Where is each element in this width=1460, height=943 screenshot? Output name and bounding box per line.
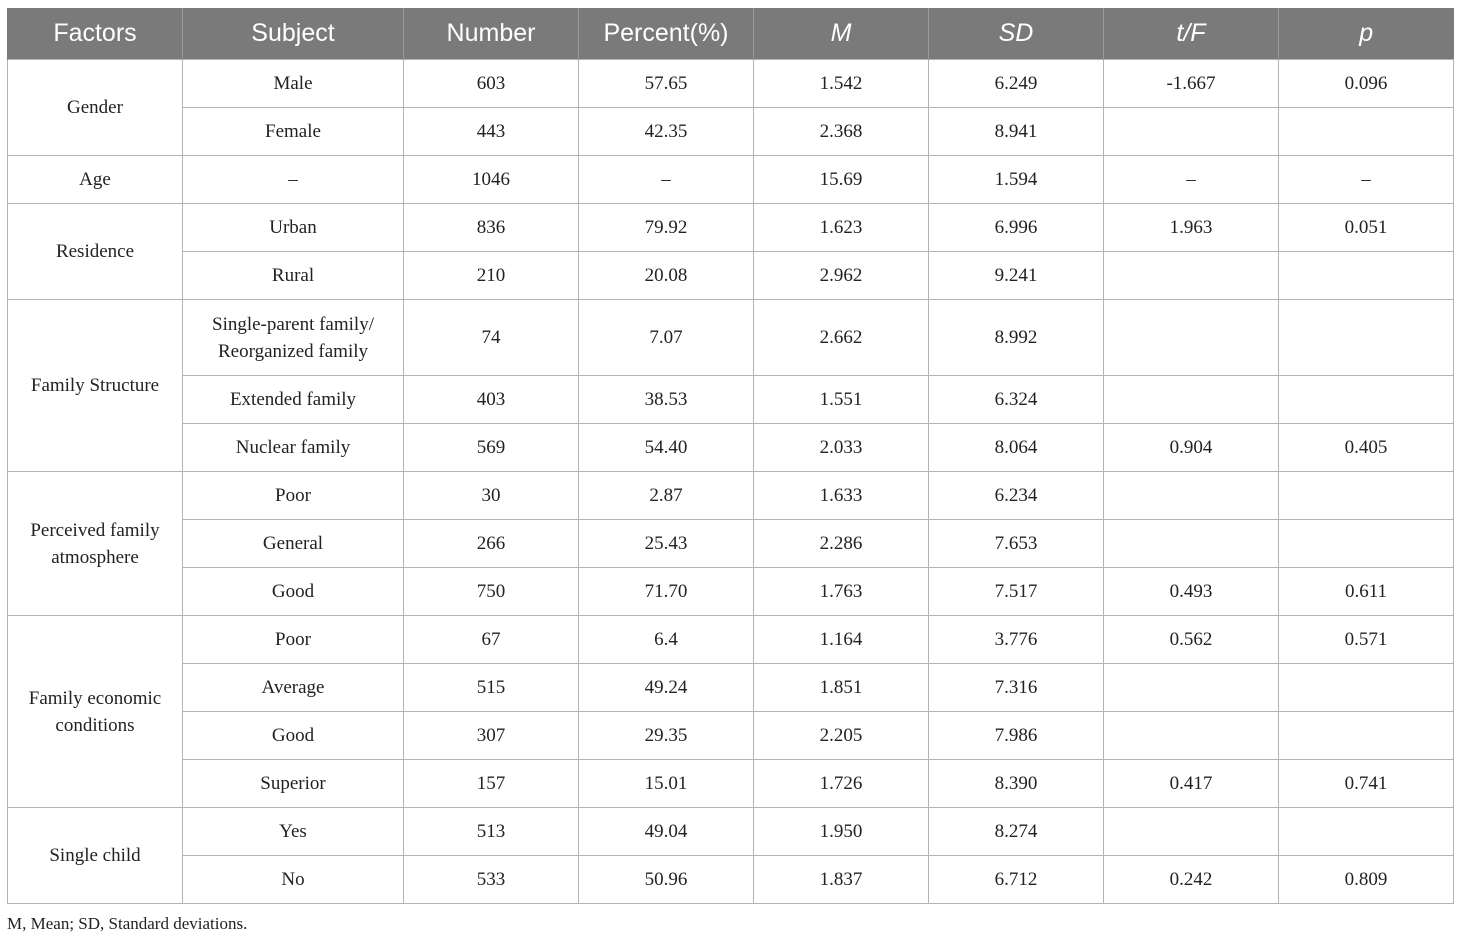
header-percent: Percent(%) bbox=[579, 8, 754, 60]
mean-cell: 1.851 bbox=[754, 664, 929, 712]
factor-cell: Age bbox=[8, 156, 183, 204]
sd-cell: 6.249 bbox=[929, 60, 1104, 108]
percent-cell: 42.35 bbox=[579, 108, 754, 156]
header-tf: t/F bbox=[1104, 8, 1279, 60]
percent-cell: 2.87 bbox=[579, 472, 754, 520]
table-row bbox=[8, 376, 1454, 424]
subject-cell: No bbox=[183, 856, 404, 904]
percent-cell: 50.96 bbox=[579, 856, 754, 904]
sd-cell: 8.941 bbox=[929, 108, 1104, 156]
number-cell: 750 bbox=[404, 568, 579, 616]
subject-cell: Nuclear family bbox=[183, 424, 404, 472]
mean-cell: 1.726 bbox=[754, 760, 929, 808]
p-cell: 0.611 bbox=[1279, 568, 1454, 616]
table-row bbox=[8, 204, 1454, 252]
subject-cell: Good bbox=[183, 568, 404, 616]
p-cell: 0.741 bbox=[1279, 760, 1454, 808]
sd-cell: 1.594 bbox=[929, 156, 1104, 204]
percent-cell: 29.35 bbox=[579, 712, 754, 760]
sd-cell: 8.064 bbox=[929, 424, 1104, 472]
percent-cell: 38.53 bbox=[579, 376, 754, 424]
statistics-table bbox=[7, 8, 1454, 904]
tf-cell bbox=[1104, 712, 1279, 760]
number-cell: 67 bbox=[404, 616, 579, 664]
tf-cell bbox=[1104, 108, 1279, 156]
tf-cell: 0.562 bbox=[1104, 616, 1279, 664]
sd-cell: 3.776 bbox=[929, 616, 1104, 664]
subject-cell: Yes bbox=[183, 808, 404, 856]
percent-cell: 54.40 bbox=[579, 424, 754, 472]
number-cell: 307 bbox=[404, 712, 579, 760]
header-subject: Subject bbox=[183, 8, 404, 60]
sd-cell: 7.517 bbox=[929, 568, 1104, 616]
number-cell: 403 bbox=[404, 376, 579, 424]
percent-cell: 71.70 bbox=[579, 568, 754, 616]
number-cell: 515 bbox=[404, 664, 579, 712]
subject-cell: Extended family bbox=[183, 376, 404, 424]
subject-cell: General bbox=[183, 520, 404, 568]
table-row bbox=[8, 472, 1454, 520]
subject-cell: Good bbox=[183, 712, 404, 760]
table-row bbox=[8, 616, 1454, 664]
table-row bbox=[8, 520, 1454, 568]
table-row bbox=[8, 808, 1454, 856]
number-cell: 513 bbox=[404, 808, 579, 856]
tf-cell: 0.493 bbox=[1104, 568, 1279, 616]
tf-cell: 0.417 bbox=[1104, 760, 1279, 808]
subject-cell: Poor bbox=[183, 472, 404, 520]
table-row bbox=[8, 664, 1454, 712]
tf-cell bbox=[1104, 472, 1279, 520]
factor-cell: Family economic conditions bbox=[8, 616, 183, 808]
subject-cell: Urban bbox=[183, 204, 404, 252]
p-cell: 0.051 bbox=[1279, 204, 1454, 252]
table-row bbox=[8, 424, 1454, 472]
sd-cell: 9.241 bbox=[929, 252, 1104, 300]
number-cell: 210 bbox=[404, 252, 579, 300]
mean-cell: 2.033 bbox=[754, 424, 929, 472]
table-row bbox=[8, 856, 1454, 904]
mean-cell: 15.69 bbox=[754, 156, 929, 204]
number-cell: 443 bbox=[404, 108, 579, 156]
subject-cell: Female bbox=[183, 108, 404, 156]
factor-cell: Perceived family atmosphere bbox=[8, 472, 183, 616]
p-cell bbox=[1279, 376, 1454, 424]
p-cell bbox=[1279, 808, 1454, 856]
subject-cell: Male bbox=[183, 60, 404, 108]
sd-cell: 6.324 bbox=[929, 376, 1104, 424]
mean-cell: 1.623 bbox=[754, 204, 929, 252]
mean-cell: 2.662 bbox=[754, 300, 929, 376]
table-row bbox=[8, 108, 1454, 156]
subject-cell: Rural bbox=[183, 252, 404, 300]
tf-cell bbox=[1104, 520, 1279, 568]
mean-cell: 2.205 bbox=[754, 712, 929, 760]
header-factors: Factors bbox=[8, 8, 183, 60]
header-mean: M bbox=[754, 8, 929, 60]
percent-cell: 79.92 bbox=[579, 204, 754, 252]
header-p: p bbox=[1279, 8, 1454, 60]
p-cell bbox=[1279, 252, 1454, 300]
number-cell: 74 bbox=[404, 300, 579, 376]
sd-cell: 7.986 bbox=[929, 712, 1104, 760]
header-sd: SD bbox=[929, 8, 1104, 60]
table-row bbox=[8, 300, 1454, 376]
p-cell bbox=[1279, 664, 1454, 712]
percent-cell: 15.01 bbox=[579, 760, 754, 808]
tf-cell: 1.963 bbox=[1104, 204, 1279, 252]
percent-cell: 20.08 bbox=[579, 252, 754, 300]
p-cell: 0.405 bbox=[1279, 424, 1454, 472]
number-cell: 1046 bbox=[404, 156, 579, 204]
percent-cell: 49.04 bbox=[579, 808, 754, 856]
subject-cell: Poor bbox=[183, 616, 404, 664]
tf-cell: – bbox=[1104, 156, 1279, 204]
table-row bbox=[8, 712, 1454, 760]
sd-cell: 7.653 bbox=[929, 520, 1104, 568]
mean-cell: 1.542 bbox=[754, 60, 929, 108]
factor-cell: Single child bbox=[8, 808, 183, 904]
tf-cell: 0.904 bbox=[1104, 424, 1279, 472]
mean-cell: 1.950 bbox=[754, 808, 929, 856]
header-row bbox=[8, 8, 1454, 60]
mean-cell: 1.633 bbox=[754, 472, 929, 520]
number-cell: 603 bbox=[404, 60, 579, 108]
mean-cell: 1.763 bbox=[754, 568, 929, 616]
p-cell bbox=[1279, 520, 1454, 568]
number-cell: 533 bbox=[404, 856, 579, 904]
table-row bbox=[8, 568, 1454, 616]
tf-cell: 0.242 bbox=[1104, 856, 1279, 904]
tf-cell: -1.667 bbox=[1104, 60, 1279, 108]
mean-cell: 1.164 bbox=[754, 616, 929, 664]
sd-cell: 7.316 bbox=[929, 664, 1104, 712]
mean-cell: 1.551 bbox=[754, 376, 929, 424]
header-number: Number bbox=[404, 8, 579, 60]
sd-cell: 6.712 bbox=[929, 856, 1104, 904]
table-row bbox=[8, 252, 1454, 300]
p-cell: 0.809 bbox=[1279, 856, 1454, 904]
p-cell: 0.571 bbox=[1279, 616, 1454, 664]
p-cell: 0.096 bbox=[1279, 60, 1454, 108]
percent-cell: 57.65 bbox=[579, 60, 754, 108]
sd-cell: 6.234 bbox=[929, 472, 1104, 520]
tf-cell bbox=[1104, 808, 1279, 856]
table-footnote: M, Mean; SD, Standard deviations. bbox=[7, 914, 248, 933]
sd-cell: 8.992 bbox=[929, 300, 1104, 376]
mean-cell: 2.286 bbox=[754, 520, 929, 568]
subject-cell: – bbox=[183, 156, 404, 204]
factor-cell: Gender bbox=[8, 60, 183, 156]
number-cell: 30 bbox=[404, 472, 579, 520]
number-cell: 569 bbox=[404, 424, 579, 472]
mean-cell: 2.962 bbox=[754, 252, 929, 300]
percent-cell: 25.43 bbox=[579, 520, 754, 568]
number-cell: 836 bbox=[404, 204, 579, 252]
p-cell bbox=[1279, 472, 1454, 520]
p-cell bbox=[1279, 712, 1454, 760]
percent-cell: 7.07 bbox=[579, 300, 754, 376]
subject-cell: Single-parent family/ Reorganized family bbox=[183, 300, 404, 376]
sd-cell: 8.390 bbox=[929, 760, 1104, 808]
p-cell bbox=[1279, 300, 1454, 376]
tf-cell bbox=[1104, 664, 1279, 712]
number-cell: 157 bbox=[404, 760, 579, 808]
table-row bbox=[8, 156, 1454, 204]
p-cell: – bbox=[1279, 156, 1454, 204]
tf-cell bbox=[1104, 376, 1279, 424]
table-row bbox=[8, 760, 1454, 808]
percent-cell: 6.4 bbox=[579, 616, 754, 664]
percent-cell: 49.24 bbox=[579, 664, 754, 712]
table-row bbox=[8, 60, 1454, 108]
mean-cell: 2.368 bbox=[754, 108, 929, 156]
percent-cell: – bbox=[579, 156, 754, 204]
tf-cell bbox=[1104, 252, 1279, 300]
mean-cell: 1.837 bbox=[754, 856, 929, 904]
subject-cell: Superior bbox=[183, 760, 404, 808]
factor-cell: Family Structure bbox=[8, 300, 183, 472]
subject-cell: Average bbox=[183, 664, 404, 712]
number-cell: 266 bbox=[404, 520, 579, 568]
sd-cell: 8.274 bbox=[929, 808, 1104, 856]
sd-cell: 6.996 bbox=[929, 204, 1104, 252]
factor-cell: Residence bbox=[8, 204, 183, 300]
p-cell bbox=[1279, 108, 1454, 156]
table-body bbox=[8, 60, 1454, 904]
tf-cell bbox=[1104, 300, 1279, 376]
